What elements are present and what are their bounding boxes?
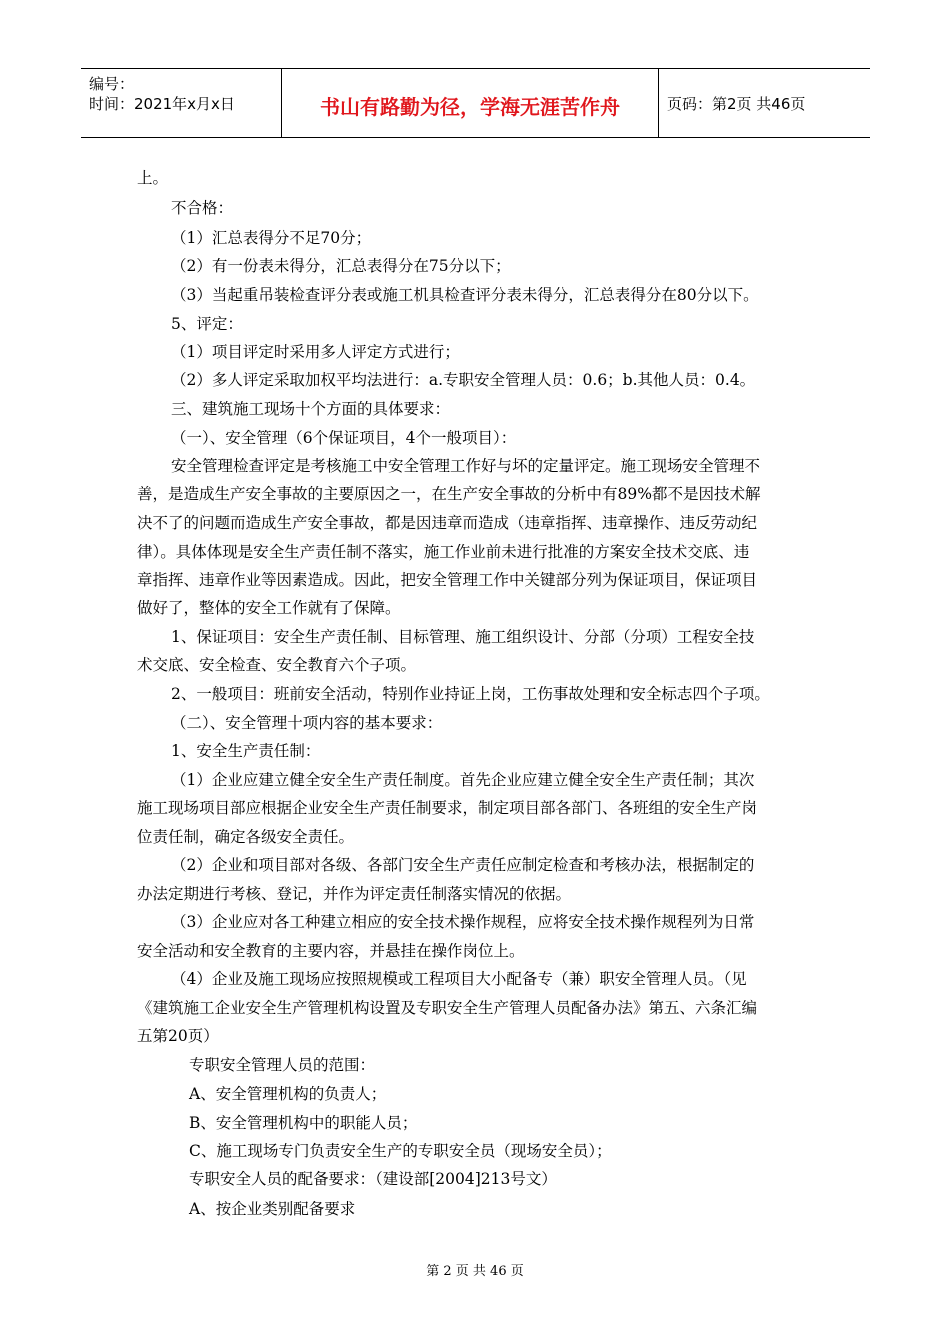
body-line: 安全活动和安全教育的主要内容，并悬挂在操作岗位上。 xyxy=(137,942,525,960)
body-line: 1、保证项目：安全生产责任制、目标管理、施工组织设计、分部（分项）工程安全技 xyxy=(171,628,755,646)
body-line: 律）。具体体现是安全生产责任制不落实，施工作业前未进行批准的方案安全技术交底、违 xyxy=(137,543,750,561)
body-line: A、按企业类别配备要求 xyxy=(189,1200,356,1218)
body-line: 安全管理检查评定是考核施工中安全管理工作好与坏的定量评定。施工现场安全管理不 xyxy=(171,457,761,475)
header-meta-cell xyxy=(81,69,282,137)
header-motto: 书山有路勤为径，学海无涯苦作舟 xyxy=(320,95,620,119)
body-line: A、安全管理机构的负责人； xyxy=(189,1085,387,1103)
body-line: 章指挥、违章作业等因素造成。因此，把安全管理工作中关键部分列为保证项目，保证项目 xyxy=(137,571,758,589)
body-line: B、安全管理机构中的职能人员； xyxy=(189,1114,418,1132)
body-line: C、施工现场专门负责安全生产的专职安全员（现场安全员）； xyxy=(189,1142,612,1160)
body-line: 善，是造成生产安全事故的主要原因之一，在生产安全事故的分析中有89%都不是因技术解 xyxy=(137,485,761,503)
document-date-label: 时间：2021年x月x日 xyxy=(89,95,235,113)
body-line: 2、一般项目：班前安全活动，特别作业持证上岗，工伤事故处理和安全标志四个子项。 xyxy=(171,685,770,703)
body-line: 决不了的问题而造成生产安全事故，都是因违章而造成（违章指挥、违章操作、违反劳动纪 xyxy=(137,514,758,532)
body-line: （二）、安全管理十项内容的基本要求： xyxy=(171,714,443,732)
header-motto-cell xyxy=(282,69,659,137)
body-line: （1）汇总表得分不足70分； xyxy=(171,229,372,247)
document-number-label: 编号： xyxy=(89,75,135,93)
page-footer xyxy=(0,1260,950,1279)
body-line: （2）有一份表未得分，汇总表得分在75分以下； xyxy=(171,257,511,275)
body-line: 位责任制，确定各级安全责任。 xyxy=(137,828,355,846)
body-line: 术交底、安全检查、安全教育六个子项。 xyxy=(137,656,417,674)
body-line: （4）企业及施工现场应按照规模或工程项目大小配备专（兼）职安全管理人员。（见 xyxy=(171,970,747,988)
body-line: （3）企业应对各工种建立相应的安全技术操作规程，应将安全技术操作规程列为日常 xyxy=(171,913,755,931)
body-line: 《建筑施工企业安全生产管理机构设置及专职安全生产管理人员配备办法》第五、六条汇编 xyxy=(137,999,758,1017)
body-line: 上。 xyxy=(137,169,169,187)
body-line: 施工现场项目部应根据企业安全生产责任制要求，制定项目部各部门、各班组的安全生产岗 xyxy=(137,799,758,817)
body-line: （3）当起重吊装检查评分表或施工机具检查评分表未得分，汇总表得分在80分以下。 xyxy=(171,286,759,304)
body-line: 五第20页） xyxy=(137,1027,219,1045)
body-line: （1）企业应建立健全安全生产责任制度。首先企业应建立健全安全生产责任制；其次 xyxy=(171,771,755,789)
header-page-cell xyxy=(659,69,870,137)
page-header xyxy=(81,68,870,138)
body-line: （2）企业和项目部对各级、各部门安全生产责任应制定检查和考核办法，根据制定的 xyxy=(171,856,755,874)
body-line: 不合格： xyxy=(171,199,234,217)
body-line: （一）、安全管理（6个保证项目，4个一般项目）： xyxy=(171,429,517,447)
body-line: 专职安全管理人员的范围： xyxy=(189,1056,376,1074)
body-line: 三、建筑施工现场十个方面的具体要求： xyxy=(171,400,451,418)
body-line: （2）多人评定采取加权平均法进行：a.专职安全管理人员：0.6；b.其他人员：0.4。 xyxy=(171,371,756,389)
body-line: （1）项目评定时采用多人评定方式进行； xyxy=(171,343,460,361)
body-line: 做好了，整体的安全工作就有了保障。 xyxy=(137,599,401,617)
header-page-label: 页码：第2页 共46页 xyxy=(667,95,806,113)
body-line: 专职安全人员的配备要求：（建设部[2004]213号文） xyxy=(189,1170,557,1188)
body-line: 5、评定： xyxy=(171,315,243,333)
body-line: 办法定期进行考核、登记，并作为评定责任制落实情况的依据。 xyxy=(137,885,572,903)
footer-page-number: 第 2 页 共 46 页 xyxy=(426,1264,524,1279)
body-line: 1、安全生产责任制： xyxy=(171,742,321,760)
